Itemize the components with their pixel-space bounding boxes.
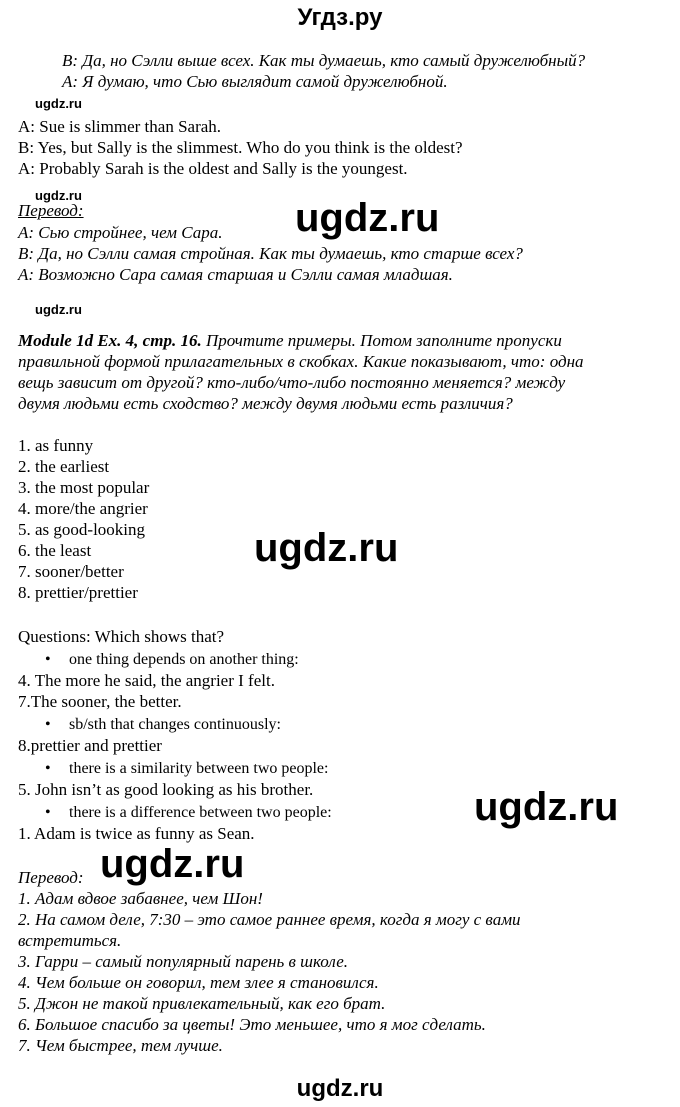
translation-line: 7. Чем быстрее, тем лучше. <box>18 1036 223 1055</box>
task-text: Прочтите примеры. Потом заполните пропуски <box>201 331 562 350</box>
task-line: вещь зависит от другой? кто-либо/что-либо постоянно меняется? между <box>18 373 566 392</box>
watermark-small: ugdz.ru <box>35 188 82 203</box>
answer-item: 6. the least <box>18 541 92 560</box>
task-ref: Module 1d Ex. 4, стр. 16. <box>18 331 202 350</box>
translation-line: встретиться. <box>18 931 122 950</box>
questions-intro: Questions: Which shows that? <box>18 627 225 646</box>
dialog-ru-line: A: Возможно Сара самая старшая и Сэлли самая младшая. <box>18 265 453 284</box>
watermark-big: ugdz.ru <box>474 785 619 829</box>
example-line: 5. John isn’t as good looking as his brother. <box>18 780 314 799</box>
dialog-ru-line: A: Я думаю, что Сью выглядит самой дружелюбной. <box>62 72 448 91</box>
translation-line: 5. Джон не такой привлекательный, как его брат. <box>18 994 386 1013</box>
watermark-big: ugdz.ru <box>254 526 399 570</box>
task-line <box>18 330 562 351</box>
translation-line: 3. Гарри – самый популярный парень в школе. <box>18 952 349 971</box>
task-line: двумя людьми есть сходство? между двумя людьми есть различия? <box>18 394 513 413</box>
answer-item: 8. prettier/prettier <box>18 583 138 602</box>
watermark-small: ugdz.ru <box>35 302 82 317</box>
answer-item: 4. more/the angrier <box>18 499 148 518</box>
example-line: 1. Adam is twice as funny as Sean. <box>18 824 255 843</box>
watermark-small: ugdz.ru <box>35 96 82 111</box>
answer-item: 7. sooner/better <box>18 562 124 581</box>
example-line: 7.The sooner, the better. <box>18 692 182 711</box>
bullet-item: • one thing depends on another thing: <box>69 649 299 670</box>
translation-line: 2. На самом деле, 7:30 – это самое раннее время, когда я могу с вами <box>18 910 521 929</box>
translation-label: Перевод: <box>18 201 84 220</box>
watermark-big: ugdz.ru <box>295 196 440 240</box>
footer-watermark: ugdz.ru <box>296 1075 384 1102</box>
site-title: Угдз.ру <box>297 4 383 31</box>
answer-item: 5. as good-looking <box>18 520 146 539</box>
translation-line: 1. Адам вдвое забавнее, чем Шон! <box>18 889 263 908</box>
translation-label: Перевод: <box>18 868 84 887</box>
dialog-ru-line: B: Да, но Сэлли выше всех. Как ты думаешь, кто самый дружелюбный? <box>62 51 586 70</box>
bullet-item: • there is a similarity between two people: <box>69 758 328 779</box>
bullet-item: • there is a difference between two people: <box>69 802 332 823</box>
dialog-en-line: A: Probably Sarah is the oldest and Sally is the youngest. <box>18 159 408 178</box>
bullet-item: • sb/sth that changes continuously: <box>69 714 281 735</box>
answer-item: 2. the earliest <box>18 457 110 476</box>
dialog-ru-line: B: Да, но Сэлли самая стройная. Как ты думаешь, кто старше всех? <box>18 244 523 263</box>
translation-line: 6. Большое спасибо за цветы! Это меньшее, что я мог сделать. <box>18 1015 486 1034</box>
example-line: 4. The more he said, the angrier I felt. <box>18 671 275 690</box>
answer-item: 3. the most popular <box>18 478 150 497</box>
dialog-en-line: A: Sue is slimmer than Sarah. <box>18 117 222 136</box>
example-line: 8.prettier and prettier <box>18 736 162 755</box>
answer-item: 1. as funny <box>18 436 94 455</box>
watermark-big: ugdz.ru <box>100 842 245 886</box>
task-line: правильной формой прилагательных в скобках. Какие показывают, что: одна <box>18 352 584 371</box>
dialog-ru-line: A: Сью стройнее, чем Сара. <box>18 223 223 242</box>
translation-line: 4. Чем больше он говорил, тем злее я становился. <box>18 973 379 992</box>
dialog-en-line: B: Yes, but Sally is the slimmest. Who do you think is the oldest? <box>18 138 463 157</box>
